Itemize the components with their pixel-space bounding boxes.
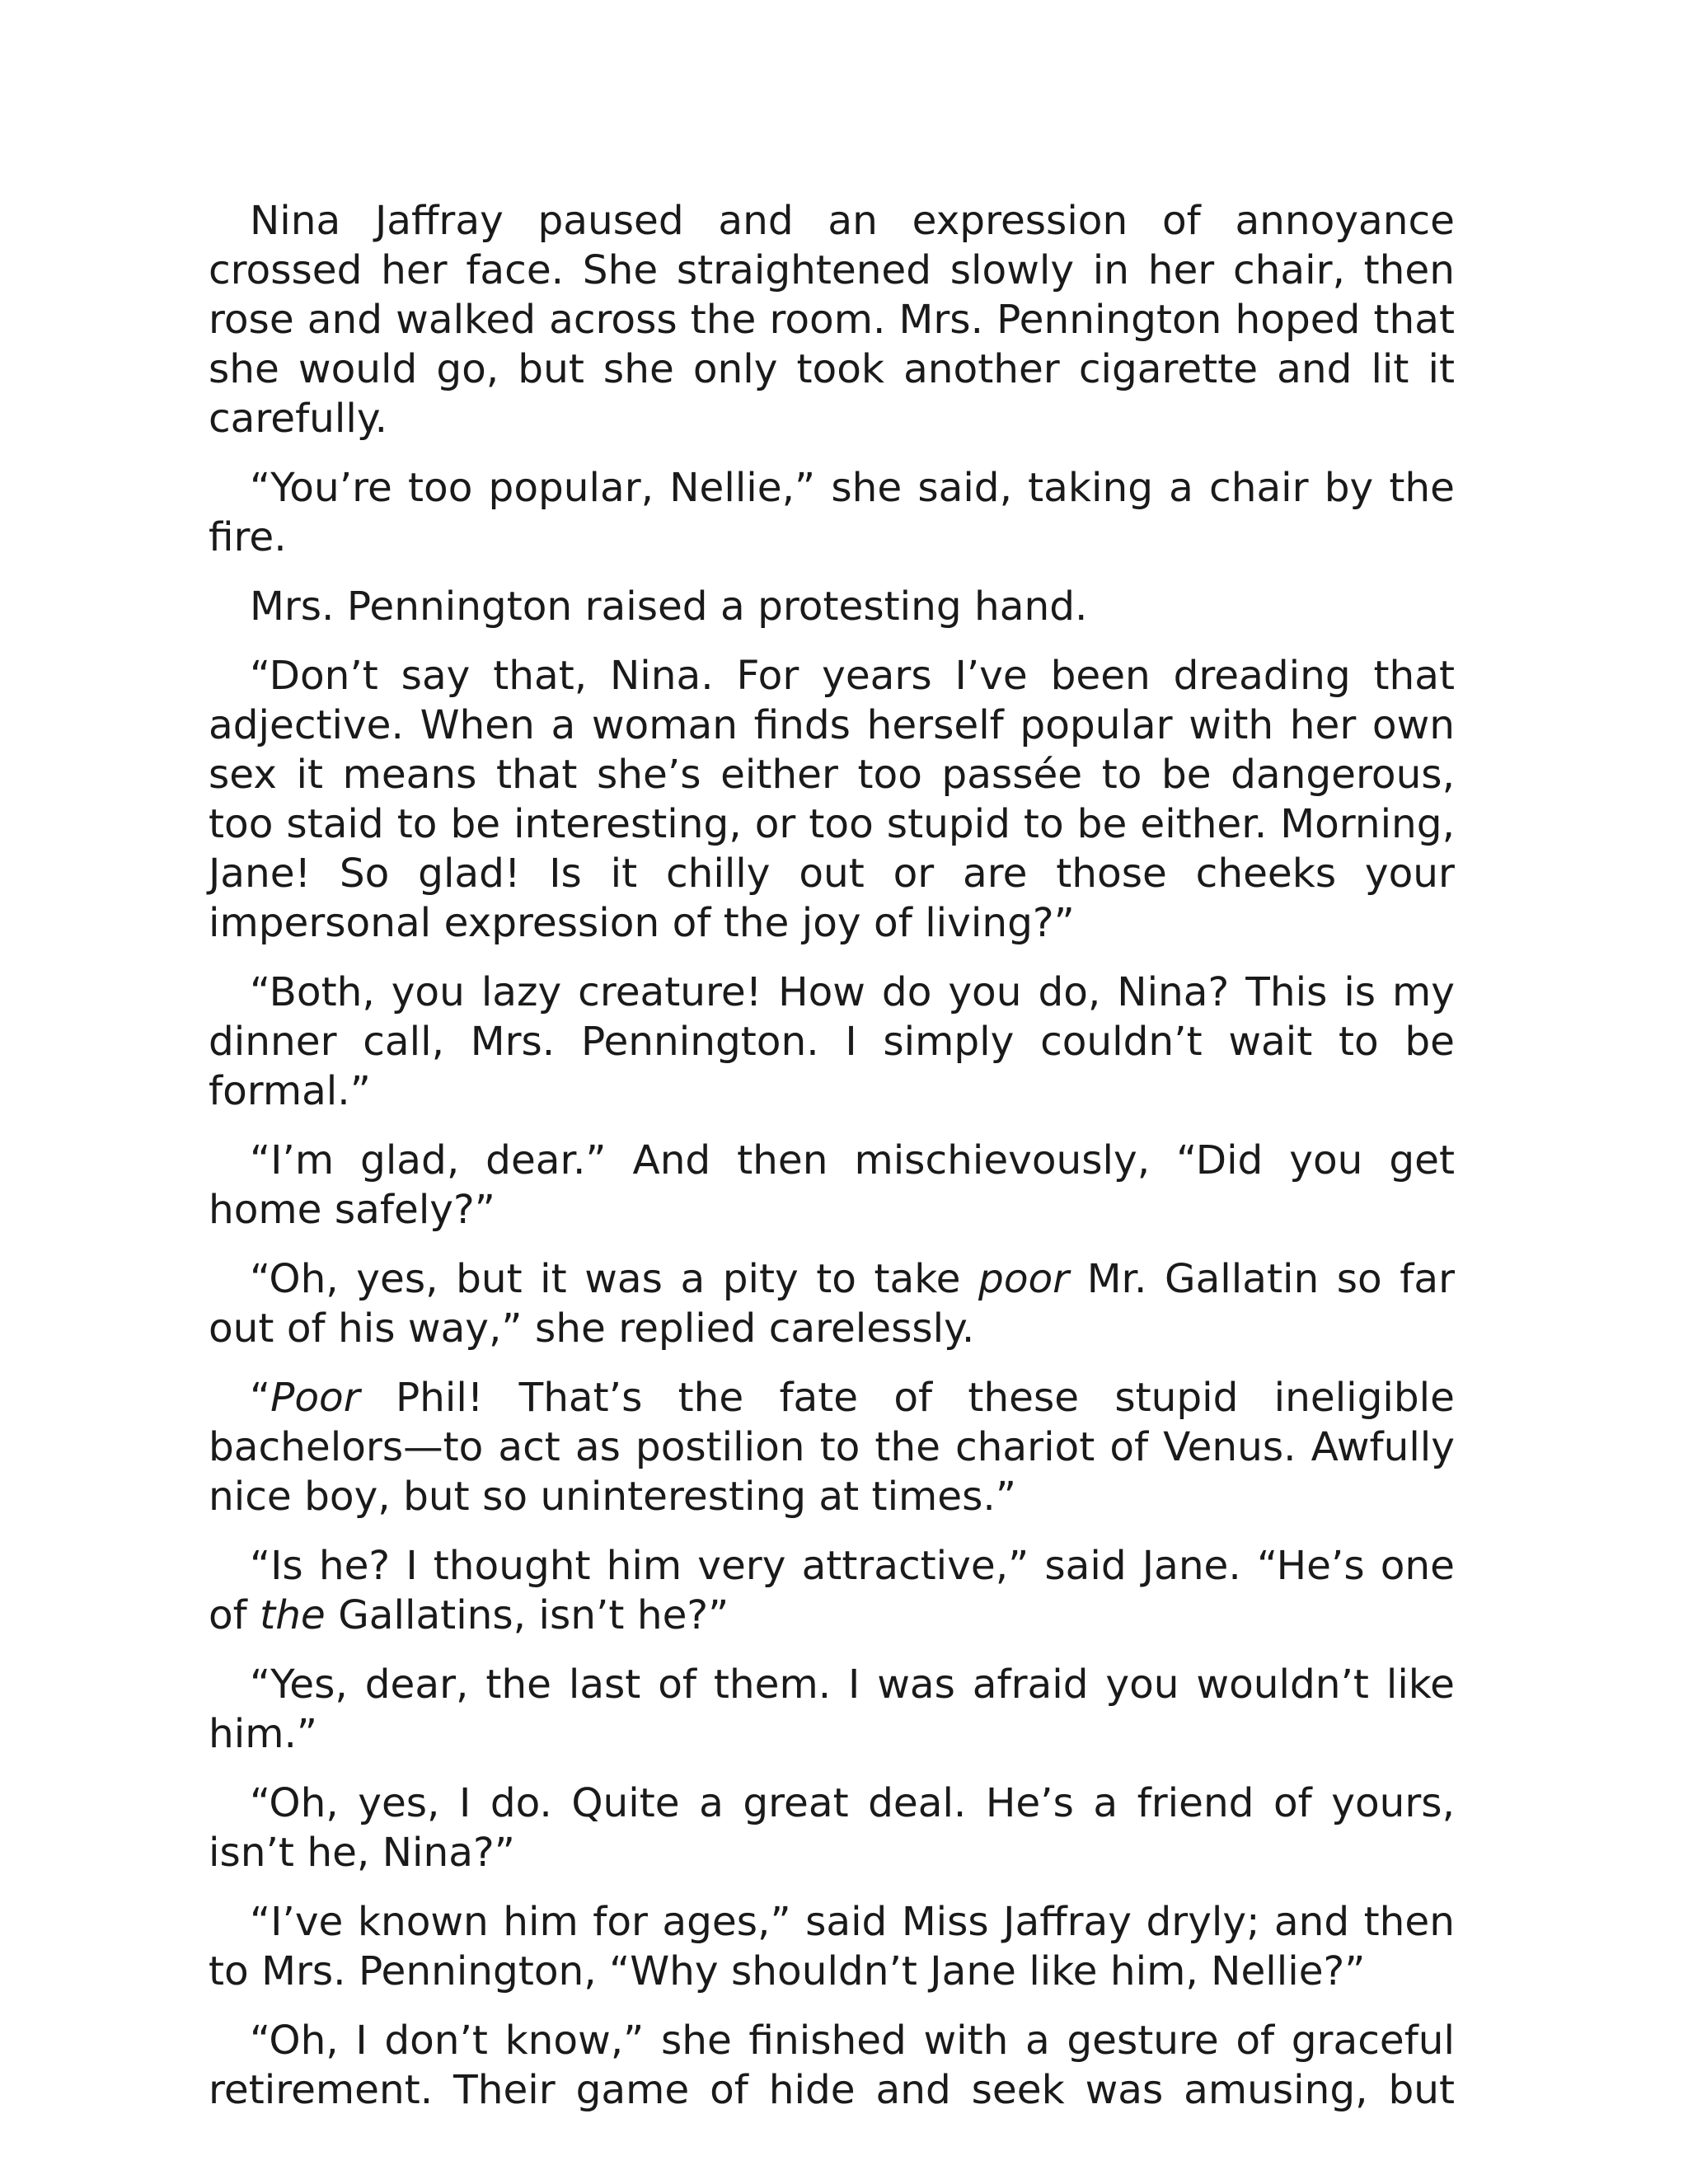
paragraph-9 [209, 1541, 1455, 1640]
paragraph-10 [209, 1660, 1455, 1759]
paragraph-10-text: “Yes, dear, the last of them. I was afraid you wouldn’t like him.” [209, 1661, 1455, 1757]
paragraph-9-italic: the [260, 1592, 326, 1638]
paragraph-4-text: “Don’t say that, Nina. For years I’ve been dreading that adjective. When a woman finds herself popular with her own sex it means that she’s either too passée to be dangerous, too staid to be interesting, or too stupid to be either. Morning, Jane! So glad! Is it chilly out or are those cheeks your impersonal expression of the joy of living?” [209, 653, 1455, 946]
paragraph-3 [209, 582, 1455, 631]
paragraph-12 [209, 1897, 1455, 1996]
paragraph-11-text: “Oh, yes, I do. Quite a great deal. He’s a friend of yours, isn’t he, Nina?” [209, 1780, 1455, 1876]
paragraph-7-text-b: Mr. Gallatin so far out of his way,” she replied carelessly. [209, 1256, 1456, 1352]
paragraph-13-text: “Oh, I don’t know,” she finished with a gesture of graceful retirement. Their game of hide and seek was amusing, but [209, 2018, 1455, 2113]
paragraph-2-text: “You’re too popular, Nellie,” she said, taking a chair by the fire. [209, 465, 1455, 560]
paragraph-7-italic: poor [978, 1256, 1070, 1302]
paragraph-1-text: Nina Jaffray paused and an expression of annoyance crossed her face. She straightened slowly in her chair, then rose and walked across the room. Mrs. Pennington hoped that she would go, but she only took another cigarette and lit it carefully. [209, 198, 1455, 442]
paragraph-5 [209, 968, 1455, 1116]
paragraph-6 [209, 1136, 1455, 1235]
paragraph-7-text-a: “Oh, yes, but it was a pity to take [250, 1256, 979, 1302]
paragraph-9-text-a: “Is he? I thought him very attractive,” said Jane. “He’s one of [209, 1543, 1455, 1638]
paragraph-6-text: “I’m glad, dear.” And then mischievously, “Did you get home safely?” [209, 1137, 1455, 1233]
paragraph-8 [209, 1373, 1455, 1521]
paragraph-5-text: “Both, you lazy creature! How do you do, Nina? This is my dinner call, Mrs. Pennington. I simply couldn’t wait to be formal.” [209, 969, 1455, 1114]
paragraph-3-text: Mrs. Pennington raised a protesting hand. [250, 583, 1088, 630]
paragraph-7 [209, 1254, 1455, 1353]
paragraph-4 [209, 651, 1455, 948]
paragraph-1 [209, 196, 1455, 443]
paragraph-8-text-a: “ [250, 1375, 271, 1421]
paragraph-2 [209, 463, 1455, 562]
book-page [209, 196, 1455, 2135]
paragraph-13 [209, 2016, 1455, 2115]
paragraph-8-italic: Poor [270, 1375, 360, 1421]
paragraph-8-text-b: Phil! That’s the fate of these stupid ineligible bachelors—to act as postilion to the chariot of Venus. Awfully nice boy, but so uninteresting at times.” [209, 1375, 1455, 1520]
paragraph-9-text-b: Gallatins, isn’t he?” [325, 1592, 729, 1638]
paragraph-11 [209, 1779, 1455, 1877]
paragraph-12-text: “I’ve known him for ages,” said Miss Jaffray dryly; and then to Mrs. Pennington, “Why shouldn’t Jane like him, Nellie?” [209, 1899, 1455, 1994]
